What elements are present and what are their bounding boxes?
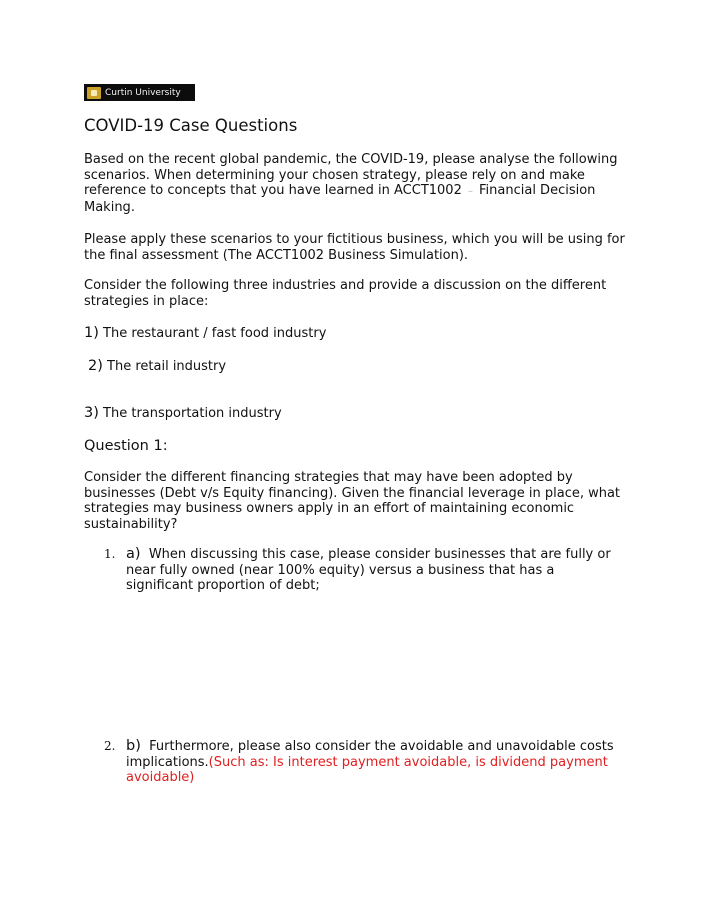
industry-number: 3) [84, 405, 99, 421]
industry-item-transportation [84, 405, 282, 422]
list-marker: 1. [104, 547, 116, 561]
question-heading: Question 1: [84, 438, 168, 454]
item-letter: a) [126, 546, 141, 562]
industry-number: 2) [88, 358, 103, 374]
list-marker: 2. [104, 739, 116, 753]
industry-label: The restaurant / fast food industry [103, 326, 327, 341]
apply-paragraph: Please apply these scenarios to your fictitious business, which you will be using for the final assessment (The ACCT1002 Business Simulation). [84, 232, 625, 263]
industry-item-restaurant [84, 325, 326, 342]
list-item [104, 739, 624, 786]
item-letter: b) [126, 738, 141, 754]
intro-text-part2: Financial Decision Making. [84, 183, 596, 215]
list-item-body [126, 739, 624, 786]
curtin-crest-icon [87, 87, 101, 99]
intro-dash: – [468, 186, 473, 197]
logo-text: Curtin University [105, 87, 181, 98]
list-item [104, 547, 624, 594]
industry-number: 1) [84, 325, 99, 341]
consider-paragraph: Consider the following three industries and provide a discussion on the different strategies in place: [84, 278, 607, 309]
question-text: Consider the different financing strategies that may have been adopted by businesses (Debt v/s Equity financing). Given the financial leverage in place, what strategies may business owners apply in an effort of maintaining economic sustainability? [84, 470, 621, 532]
curtin-logo [84, 84, 195, 101]
list-item-body [126, 547, 624, 594]
industry-label: The transportation industry [103, 406, 282, 421]
item-note: (Such as: Is interest payment avoidable, is dividend payment avoidable) [126, 754, 608, 785]
intro-text-part1: Based on the recent global pandemic, the COVID-19, please analyse the following scenarios. When determining your chosen strategy, please rely on and make reference to concepts that you have learned in ACCT1002 [84, 152, 618, 198]
page-title: COVID-19 Case Questions [84, 116, 298, 135]
industry-label: The retail industry [107, 359, 227, 374]
item-text: When discussing this case, please consider businesses that are fully or near fully owned (near 100% equity) versus a business that has a significant proportion of debt; [126, 547, 611, 593]
item-text: Furthermore, please also consider the avoidable and unavoidable costs implications. [126, 739, 614, 770]
intro-paragraph [84, 152, 644, 215]
industry-item-retail [88, 358, 226, 375]
